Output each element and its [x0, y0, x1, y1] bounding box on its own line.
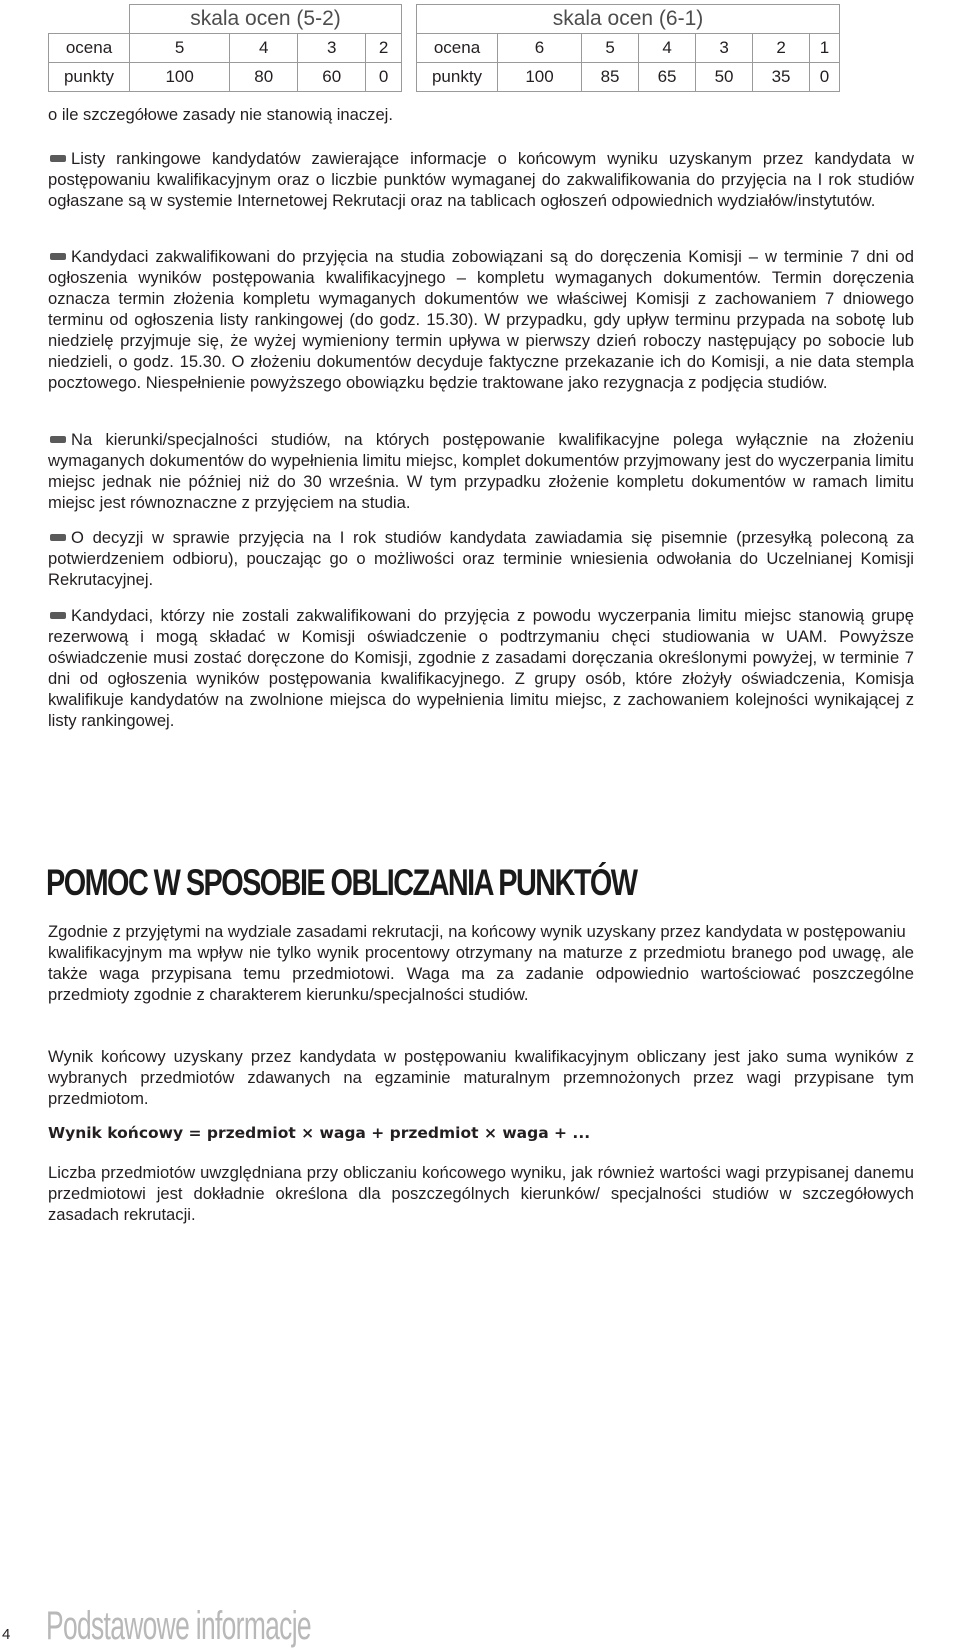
page-number: 4: [2, 1626, 11, 1643]
table-cell: 3: [696, 34, 753, 63]
paragraph-text: kwalifikacyjnym ma wpływ nie tylko wynik procentowy otrzymany na maturze z przedmiotu branego pod uwagę, ale także waga przypisana temu przedmiotowi. Waga ma za zadanie odpowiednio wartościować poszczególne przedmioty zgodnie z charakterem kierunku/specjalności studiów.: [48, 943, 914, 1004]
paragraph-text: Listy rankingowe kandydatów zawierające informacje o końcowym wyniku uzyskanym przez kandydata w postępowaniu kwalifikacyjnym oraz o liczbie punktów wymaganej do zakwalifikowania do przyjęcia na I rok studiów ogłaszane są w systemie Internetowej Rekrutacji oraz na tablicach ogłoszeń odpowiednich wydziałów/instytutów.: [48, 149, 914, 210]
table-cell: 5: [582, 34, 639, 63]
section-paragraph-subjects: [48, 1162, 914, 1225]
table-title: skala ocen (6-1): [417, 5, 840, 34]
bullet-icon: [50, 612, 66, 619]
table-cell: 35: [753, 63, 810, 92]
paragraph-text: Zgodnie z przyjętymi na wydziale zasadami rekrutacji, na końcowy wynik uzyskany przez kandydata w postępowaniu: [48, 922, 906, 941]
paragraph-text: Wynik końcowy uzyskany przez kandydata w postępowaniu kwalifikacyjnym obliczany jest jako suma wyników z wybranych przedmiotów zdawanych na egzaminie maturalnym przemnożonych przez wagi przypisane tym przedmiotom.: [48, 1047, 914, 1108]
table-cell: 80: [230, 63, 298, 92]
table-title: skala ocen (5-2): [130, 5, 402, 34]
bullet-icon: [50, 253, 66, 260]
table-row: [417, 34, 840, 63]
section-paragraph-calculation: [48, 1046, 914, 1109]
table-row: [49, 63, 402, 92]
grade-scale-table-6-1: [416, 4, 840, 92]
score-formula: Wynik końcowy = przedmiot × waga + przedmiot × waga + ...: [48, 1124, 591, 1142]
table-row: [49, 34, 402, 63]
paragraph-text: Liczba przedmiotów uwzględniana przy obliczaniu końcowego wyniku, jak również wartości wagi przypisanej danemu przedmiotowi jest dokładnie określona dla poszczególnych kierunków/ specjalności studiów w szczegółowych zasadach rekrutacji.: [48, 1163, 914, 1224]
table-cell: 0: [810, 63, 840, 92]
bullet-icon: [50, 534, 66, 541]
paragraph-admission-decision: [48, 527, 914, 590]
table-cell: punkty: [417, 63, 498, 92]
table-row: [417, 63, 840, 92]
intro-line: o ile szczegółowe zasady nie stanowią inaczej.: [48, 105, 393, 124]
section-paragraph-intro: [48, 921, 914, 1005]
table-cell: 0: [366, 63, 402, 92]
table-cell: 65: [639, 63, 696, 92]
table-cell: ocena: [49, 34, 130, 63]
table-cell: 2: [753, 34, 810, 63]
table-cell: punkty: [49, 63, 130, 92]
table-cell: 85: [582, 63, 639, 92]
table-cell: 5: [130, 34, 230, 63]
table-cell: 6: [498, 34, 582, 63]
table-cell: 1: [810, 34, 840, 63]
bullet-icon: [50, 155, 66, 162]
paragraph-reserve-group: [48, 605, 914, 731]
paragraph-document-delivery: [48, 246, 914, 393]
paragraph-text: Na kierunki/specjalności studiów, na których postępowanie kwalifikacyjne polega wyłącznie na złożeniu wymaganych dokumentów do wypełnienia limitu miejsc, komplet dokumentów przyjmowany jest do wyczerpania limitu miejsc jednak nie później niż do 30 września. W tym przypadku złożenie kompletu dokumentów w ramach limitu miejsc jest równoznaczne z przyjęciem na studia.: [48, 430, 915, 512]
bullet-icon: [50, 436, 66, 443]
table-cell: 100: [130, 63, 230, 92]
paragraph-ranking-lists: [48, 148, 914, 211]
section-heading: POMOC W SPOSOBIE OBLICZANIA PUNKTÓW: [46, 862, 637, 903]
table-cell: 60: [298, 63, 366, 92]
paragraph-text: Kandydaci, którzy nie zostali zakwalifikowani do przyjęcia z powodu wyczerpania limitu miejsc stanowią grupę rezerwową i mogą składać w Komisji oświadczenie o podtrzymaniu chęci studiowania w UAM. Powyższe oświadczenie musi zostać doręczone do Komisji, zgodnie z zasadami doręczania określonymi powyżej, w terminie 7 dni od ogłoszenia wyników postępowania kwalifikacyjnego. Z grupy osób, które złożyły oświadczenia, Komisja kwalifikuje kandydatów na zwolnione miejsca do wypełnienia limitu miejsc, z zachowaniem kolejności wynikającej z listy rankingowej.: [48, 606, 914, 730]
table-cell: 100: [498, 63, 582, 92]
table-cell: 4: [639, 34, 696, 63]
table-cell: 3: [298, 34, 366, 63]
footer-title: Podstawowe informacje: [46, 1604, 311, 1648]
table-cell: 50: [696, 63, 753, 92]
paragraph-text: O decyzji w sprawie przyjęcia na I rok studiów kandydata zawiadamia się pisemnie (przesyłką poleconą za potwierdzeniem odbioru), pouczając go o możliwości oraz terminie wniesienia odwołania do Uczelnianej Komisji Rekrutacyjnej.: [48, 528, 914, 589]
table-cell: 2: [366, 34, 402, 63]
paragraph-text: Kandydaci zakwalifikowani do przyjęcia na studia zobowiązani są do doręczenia Komisji – w terminie 7 dni od ogłoszenia wyników postępowania kwalifikacyjnego – kompletu wymaganych dokumentów. Termin doręczenia oznacza termin złożenia kompletu wymaganych dokumentów we właściwej Komisji z zachowaniem 7 dniowego terminu od ogłoszenia listy rankingowej (do godz. 15.30). W przypadku, gdy upływ terminu przypada na sobotę lub niedzielę przyjmuje się, że wyżej wymieniony termin upływa w pierwszy dzień roboczy następujący po sobocie lub niedzieli, o godz. 15.30. O złożeniu dokumentów decyduje faktyczne przekazanie ich do Komisji, a nie data stempla pocztowego. Niespełnienie powyższego obowiązku będzie traktowane jako rezygnacja z podjęcia studiów.: [48, 247, 914, 392]
table-cell: ocena: [417, 34, 498, 63]
table-cell: 4: [230, 34, 298, 63]
paragraph-document-only-programs: [48, 429, 914, 513]
grade-scale-table-5-2: [48, 4, 402, 92]
